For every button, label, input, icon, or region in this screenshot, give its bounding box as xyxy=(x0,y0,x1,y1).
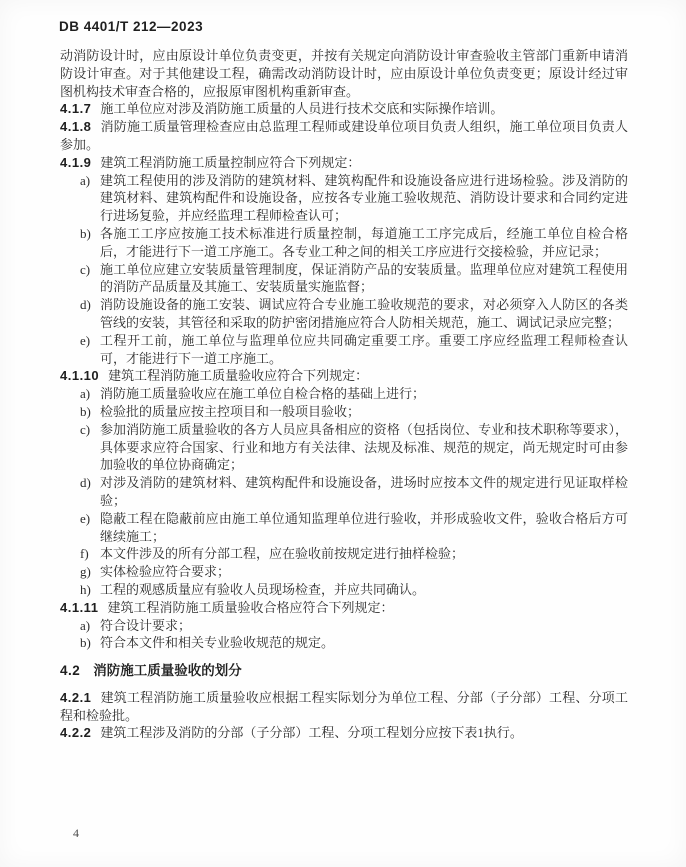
item-label: a) xyxy=(80,617,91,633)
list-item-b xyxy=(60,634,628,652)
item-label: d) xyxy=(80,475,91,491)
list-item-c xyxy=(60,261,628,297)
section-title: 消防施工质量验收的划分 xyxy=(93,663,242,679)
clause-number: 4.1.8 xyxy=(60,119,92,135)
item-text: 消防施工质量验收应在施工单位自检合格的基础上进行； xyxy=(100,386,426,402)
clause-number: 4.1.7 xyxy=(60,101,92,117)
clause-text: 消防施工质量管理检查应由总监理工程师或建设单位项目负责人组织，施工单位项目负责人参加。 xyxy=(60,119,628,152)
item-label: b) xyxy=(80,403,91,419)
item-text: 施工单位应建立安装质量管理制度，保证消防产品的安装质量。监理单位应对建筑工程使用的消防产品质量及其施工、安装质量实施监督； xyxy=(100,261,628,295)
item-label: h) xyxy=(80,581,91,597)
clause-text: 建筑工程消防施工质量验收应符合下列规定： xyxy=(108,368,369,384)
item-label: a) xyxy=(80,172,91,188)
clause-number: 4.1.9 xyxy=(60,154,92,170)
item-text: 建筑工程使用的涉及消防的建筑材料、建筑构配件和设施设备应进行进场检验。涉及消防的建筑材料、建筑构配件和设施设备，应按各专业施工验收规范、消防设计要求和合同约定进行进场复验，并应经监理工程师检查认可； xyxy=(100,172,628,224)
item-text: 本文件涉及的所有分部工程，应在验收前按规定进行抽样检验； xyxy=(100,546,465,562)
clause-4-1-10 xyxy=(60,367,628,385)
list-item-c xyxy=(60,421,628,474)
list-item-a xyxy=(60,385,628,403)
item-text: 实体检验应符合要求； xyxy=(100,564,231,580)
intro-paragraph: 动消防设计时，应由原设计单位负责变更，并按有关规定向消防设计审查验收主管部门重新申请消防设计审查。对于其他建设工程，确需改动消防设计时，应由原设计单位负责变更；原设计经过审图机构技术审查合格的，应报原审图机构重新审查。 xyxy=(60,48,628,99)
list-item-e xyxy=(60,332,628,368)
list-item-a xyxy=(60,617,628,635)
page-content xyxy=(60,47,628,742)
item-label: b) xyxy=(80,635,91,651)
clause-4-2-1 xyxy=(60,689,628,725)
list-item-b xyxy=(60,403,628,421)
page-number: 4 xyxy=(73,826,79,840)
list-item-f xyxy=(60,545,628,563)
item-text: 参加消防施工质量验收的各方人员应具备相应的资格（包括岗位、专业和技术职称等要求），具体要求应符合国家、行业和地方有关法律、法规及标准、规范的规定，尚无规定时可由参加验收的单位协商确定； xyxy=(100,421,628,473)
item-text: 各施工工序应按施工技术标准进行质量控制，每道施工工序完成后，经施工单位自检合格后，才能进行下一道工序施工。各专业工种之间的相关工序应进行交接检验，并应记录； xyxy=(100,225,628,259)
list-item-b xyxy=(60,225,628,261)
list-item-e xyxy=(60,510,628,546)
item-text: 工程开工前，施工单位与监理单位应共同确定重要工序。重要工序应经监理工程师检查认可，才能进行下一道工序施工。 xyxy=(100,332,628,366)
list-item-a xyxy=(60,172,628,225)
section-heading-4-2 xyxy=(60,662,628,680)
clause-4-1-7 xyxy=(60,100,628,118)
clause-number: 4.1.10 xyxy=(60,368,100,384)
item-label: a) xyxy=(80,386,91,402)
section-number: 4.2 xyxy=(60,663,81,679)
clause-number: 4.1.11 xyxy=(60,599,99,615)
clause-text: 建筑工程消防施工质量控制应符合下列规定： xyxy=(100,154,361,170)
list-item-d xyxy=(60,296,628,332)
clause-4-1-11 xyxy=(60,599,628,617)
list-item-g xyxy=(60,563,628,581)
item-label: e) xyxy=(80,510,91,526)
item-text: 符合本文件和相关专业验收规范的规定。 xyxy=(100,635,335,651)
item-label: g) xyxy=(80,564,91,580)
item-label: e) xyxy=(80,332,91,348)
item-text: 工程的观感质量应有验收人员现场检查，并应共同确认。 xyxy=(100,581,426,597)
clause-text: 建筑工程消防施工质量验收合格应符合下列规定： xyxy=(107,599,394,615)
clause-number: 4.2.2 xyxy=(60,725,92,741)
doc-code-header: DB 4401/T 212—2023 xyxy=(59,19,204,34)
clause-text: 施工单位应对涉及消防施工质量的人员进行技术交底和实际操作培训。 xyxy=(100,101,504,117)
item-label: c) xyxy=(80,421,91,437)
item-text: 符合设计要求； xyxy=(100,617,192,633)
clause-text: 建筑工程涉及消防的分部（子分部）工程、分项工程划分应按下表1执行。 xyxy=(100,725,523,741)
item-text: 检验批的质量应按主控项目和一般项目验收； xyxy=(100,403,361,419)
item-text: 隐蔽工程在隐蔽前应由施工单位通知监理单位进行验收，并形成验收文件，验收合格后方可继续施工； xyxy=(100,510,628,544)
item-text: 对涉及消防的建筑材料、建筑构配件和设施设备，进场时应按本文件的规定进行见证取样检验； xyxy=(100,475,628,508)
clause-text: 建筑工程消防施工质量验收应根据工程实际划分为单位工程、分部（子分部）工程、分项工程和检验批。 xyxy=(60,689,628,723)
list-item-d xyxy=(60,474,628,510)
item-label: b) xyxy=(80,225,91,241)
list-item-h xyxy=(60,581,628,599)
clause-4-2-2 xyxy=(60,724,628,742)
clause-4-1-9 xyxy=(60,154,628,172)
item-label: f) xyxy=(80,546,89,562)
item-text: 消防设施设备的施工安装、调试应符合专业施工验收规范的要求，对必须穿入人防区的各类管线的安装，其管径和采取的防护密闭措施应符合人防相关规范，施工、调试记录应完整； xyxy=(100,297,628,330)
item-label: d) xyxy=(80,297,91,313)
clause-number: 4.2.1 xyxy=(60,689,92,705)
clause-4-1-8 xyxy=(60,118,628,154)
item-label: c) xyxy=(80,261,91,277)
